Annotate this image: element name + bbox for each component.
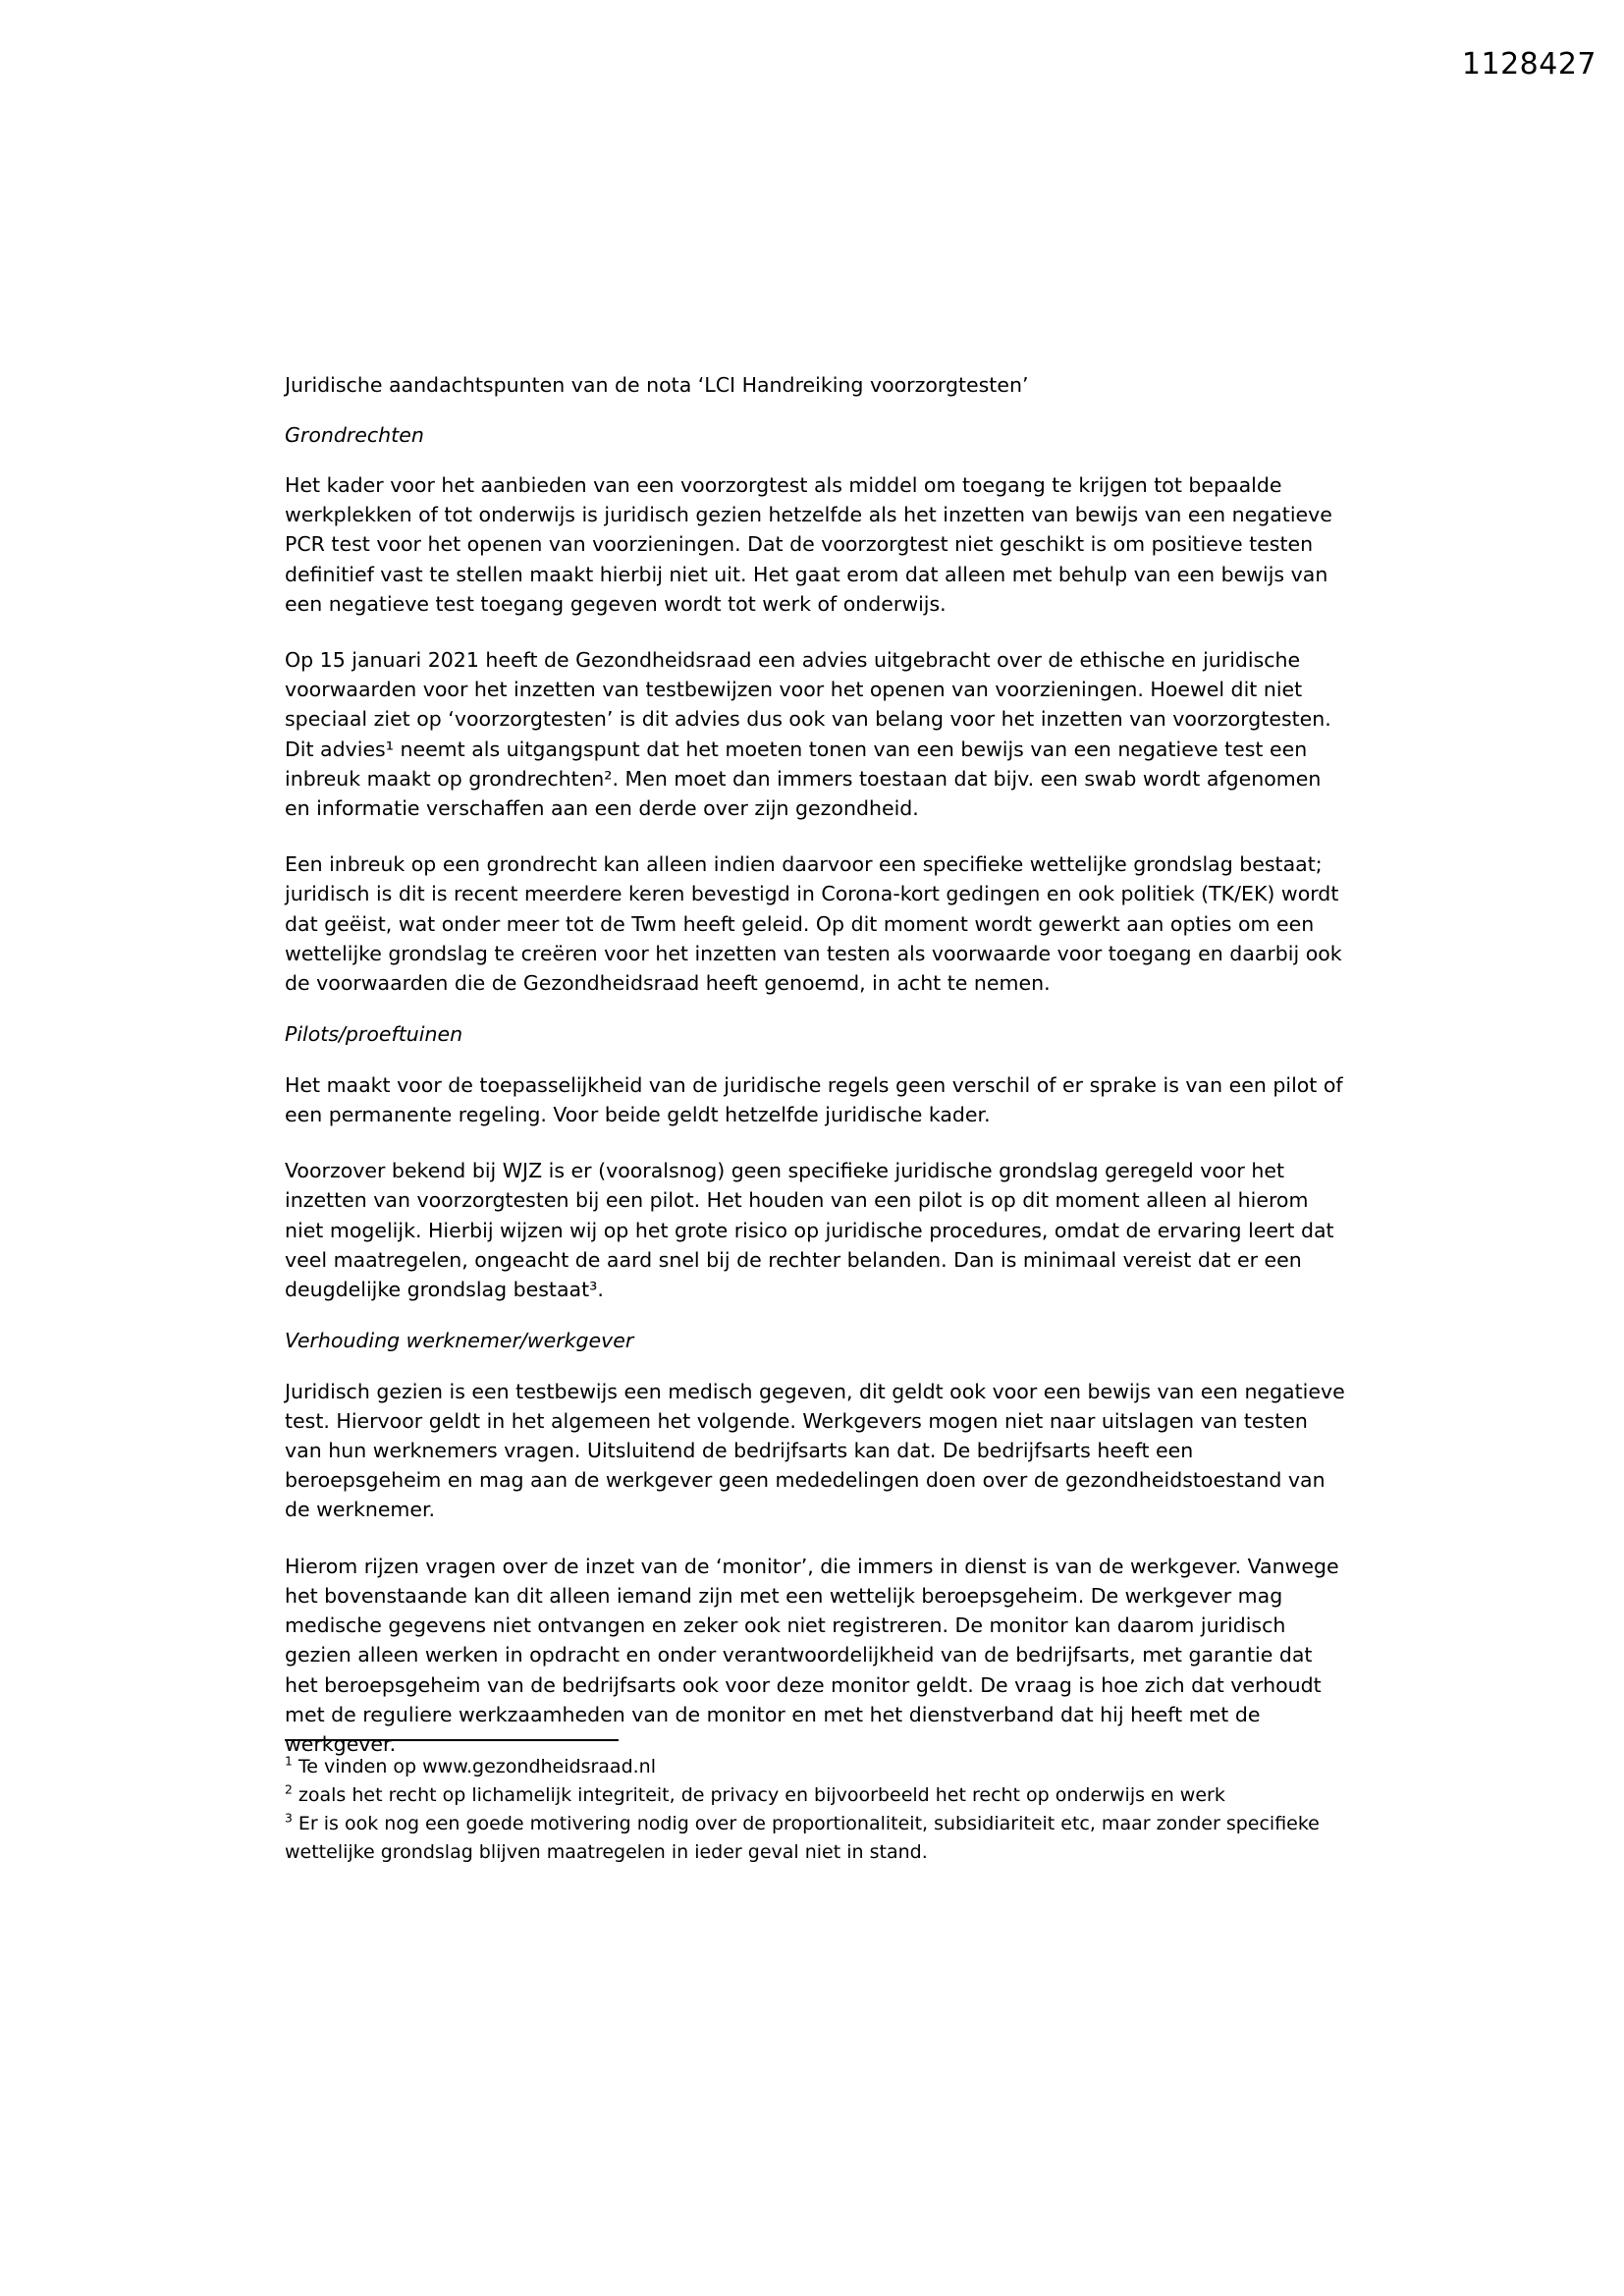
paragraph: Het maakt voor de toepasselijkheid van de juridische regels geen verschil of er sprake is van een pilot of een permanente regeling. Voor beide geldt hetzelfde juridische kader.: [285, 1072, 1343, 1126]
footnote-text: zoals het recht op lichamelijk integriteit, de privacy en bijvoorbeeld het recht op onderwijs en werk: [298, 1784, 1225, 1806]
page-title: Juridische aandachtspunten van de nota ‘LCI Handreiking voorzorgtesten’: [285, 373, 1029, 397]
paragraph: Het kader voor het aanbieden van een voorzorgtest als middel om toegang te krijgen tot bepaalde werkplekken of tot onderwijs is juridisch gezien hetzelfde als het inzetten van bewijs van een negatieve PCR test voor het openen van voorzieningen. Dat de voorzorgtest niet geschikt is om positieve testen definitief vast te stellen maakt hierbij niet uit. Het gaat erom dat alleen met behulp van een bewijs van een negatieve test toegang gegeven wordt tot werk of onderwijs.: [285, 473, 1332, 616]
footnote-item: [285, 1810, 1345, 1867]
paragraph: Een inbreuk op een grondrecht kan alleen indien daarvoor een specifieke wettelijke grondslag bestaat; juridisch is dit is recent meerdere keren bevestigd in Corona-kort gedingen en ook politiek (TK/EK) wordt dat geëist, wat onder meer tot de Twm heeft geleid. Op dit moment wordt gewerkt aan opties om een wettelijke grondslag te creëren voor het inzetten van testen als voorwaarde voor toegang en daarbij ook de voorwaarden die de Gezondheidsraad heeft genoemd, in acht te nemen.: [285, 852, 1342, 996]
footnote-text: Er is ook nog een goede motivering nodig over de proportionaliteit, subsidiariteit etc, maar zonder specifieke wettelijke grondslag blijven maatregelen in ieder geval niet in stand.: [285, 1813, 1320, 1863]
paragraph: Op 15 januari 2021 heeft de Gezondheidsraad een advies uitgebracht over de ethische en juridische voorwaarden voor het inzetten van testbewijzen voor het openen van voorzieningen. Hoewel dit niet speciaal ziet op ‘voorzorgtesten’ is dit advies dus ook van belang voor het inzetten van voorzorgtesten. Dit advies¹ neemt als uitgangspunt dat het moeten tonen van een bewijs van een negatieve test een inbreuk maakt op grondrechten². Men moet dan immers toestaan dat bijv. een swab wordt afgenomen en informatie verschaffen aan een derde over zijn gezondheid.: [285, 648, 1331, 821]
footnotes-section: [285, 1739, 1345, 1867]
footnote-marker: 2: [285, 1782, 293, 1797]
paragraph: Juridisch gezien is een testbewijs een medisch gegeven, dit geldt ook voor een bewijs van een negatieve test. Hiervoor geldt in het algemeen het volgende. Werkgevers mogen niet naar uitslagen van testen van hun werknemers vragen. Uitsluitend de bedrijfsarts kan dat. De bedrijfsarts heeft een beroepsgeheim en mag aan de werkgever geen mededelingen doen over de gezondheidstoestand van de werknemer.: [285, 1379, 1345, 1522]
footnote-separator-rule: [285, 1739, 619, 1741]
document-number: 1128427: [1461, 47, 1597, 82]
footnote-marker: 1: [285, 1754, 293, 1769]
footnote-item: [285, 1753, 1345, 1781]
footnote-marker: 3: [285, 1811, 293, 1826]
paragraph: Hierom rijzen vragen over de inzet van de ‘monitor’, die immers in dienst is van de werkgever. Vanwege het bovenstaande kan dit alleen iemand zijn met een wettelijk beroepsgeheim. De werkgever mag medische gegevens niet ontvangen en zeker ook niet registreren. De monitor kan daarom juridisch gezien alleen werken in opdracht en onder verantwoordelijkheid van de bedrijfsarts, met garantie dat het beroepsgeheim van de bedrijfsarts ook voor deze monitor geldt. De vraag is hoe zich dat verhoudt met de reguliere werkzaamheden van de monitor en met het dienstverband dat hij heeft met de werkgever.: [285, 1554, 1339, 1756]
paragraph: Voorzover bekend bij WJZ is er (vooralsnog) geen specifieke juridische grondslag geregeld voor het inzetten van voorzorgtesten bij een pilot. Het houden van een pilot is op dit moment alleen al hierom niet mogelijk. Hierbij wijzen wij op het grote risico op juridische procedures, omdat de ervaring leert dat veel maatregelen, ongeacht de aard snel bij de rechter belanden. Dan is minimaal vereist dat er een deugdelijke grondslag bestaat³.: [285, 1159, 1334, 1301]
document-body: [285, 375, 1345, 1785]
footnote-text: Te vinden op www.gezondheidsraad.nl: [298, 1756, 656, 1777]
section-heading-pilots-proeftuinen: Pilots/proeftuinen: [285, 1022, 463, 1047]
footnote-item: [285, 1781, 1345, 1810]
section-heading-verhouding-werknemer-werkgever: Verhouding werknemer/werkgever: [285, 1329, 634, 1353]
section-heading-grondrechten: Grondrechten: [285, 422, 424, 447]
